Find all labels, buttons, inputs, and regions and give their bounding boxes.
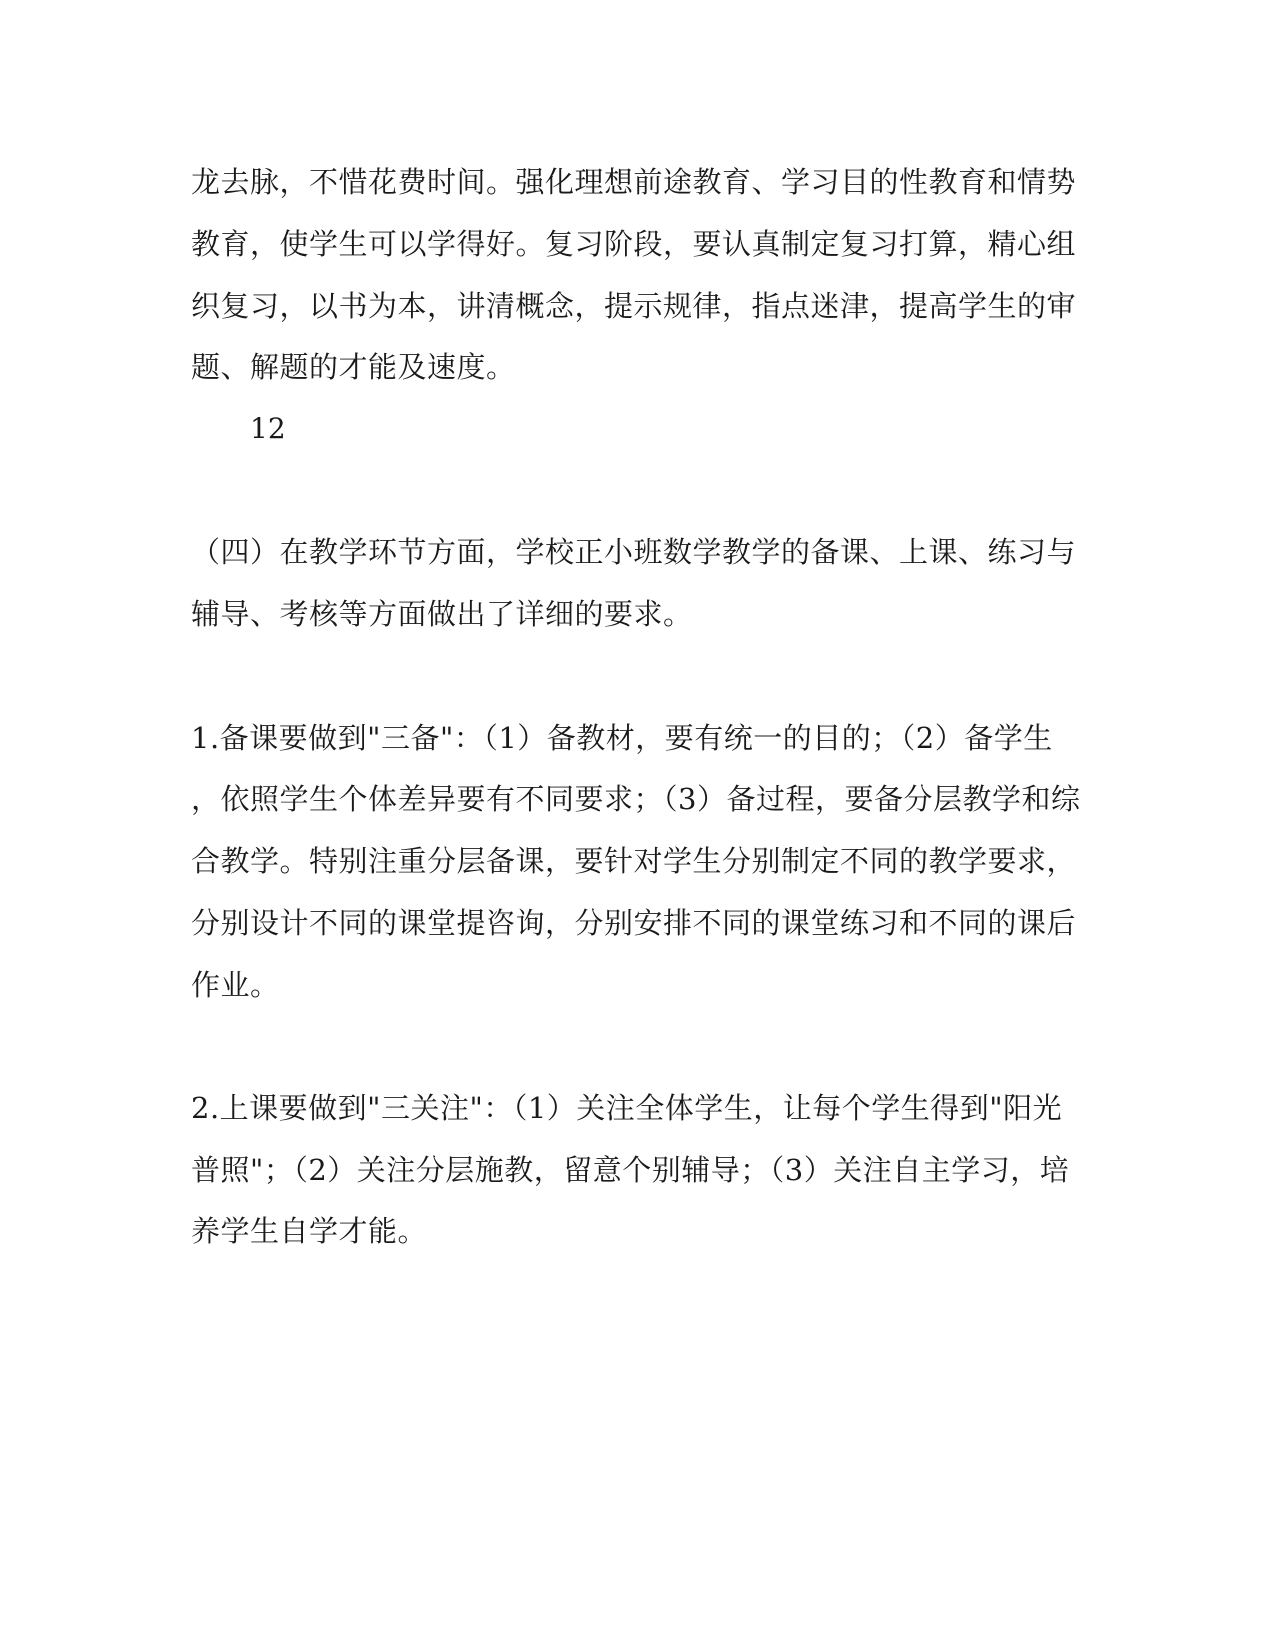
paragraph-line: 普照"；（2）关注分层施教，留意个别辅导；（3）关注自主学习，培 [191, 1153, 1070, 1187]
paragraph-line: （四）在教学环节方面，学校正小班数学教学的备课、上课、练习与 [191, 535, 1077, 569]
paragraph-line: 辅导、考核等方面做出了详细的要求。 [191, 597, 693, 631]
paragraph-line: 2.上课要做到"三关注"：（1）关注全体学生，让每个学生得到"阳光 [191, 1091, 1063, 1125]
paragraph-line: 1.备课要做到"三备"：（1）备教材，要有统一的目的；（2）备学生 [191, 721, 1053, 755]
paragraph-line: ，依照学生个体差异要有不同要求；（3）备过程，要备分层教学和综 [191, 782, 1081, 816]
paragraph-line: 分别设计不同的课堂提咨询，分别安排不同的课堂练习和不同的课后 [191, 906, 1077, 940]
paragraph-line: 合教学。特别注重分层备课，要针对学生分别制定不同的教学要求， [191, 844, 1077, 878]
paragraph-line: 题、解题的才能及速度。 [191, 350, 516, 384]
paragraph-line: 养学生自学才能。 [191, 1214, 428, 1248]
page-number: 12 [250, 412, 286, 445]
paragraph-line: 龙去脉，不惜花费时间。强化理想前途教育、学习目的性教育和情势 [191, 165, 1077, 199]
paragraph-line: 作业。 [191, 968, 280, 1002]
paragraph-line: 教育，使学生可以学得好。复习阶段，要认真制定复习打算，精心组 [191, 227, 1077, 261]
paragraph-line: 织复习，以书为本，讲清概念，提示规律，指点迷津，提高学生的审 [191, 289, 1077, 323]
